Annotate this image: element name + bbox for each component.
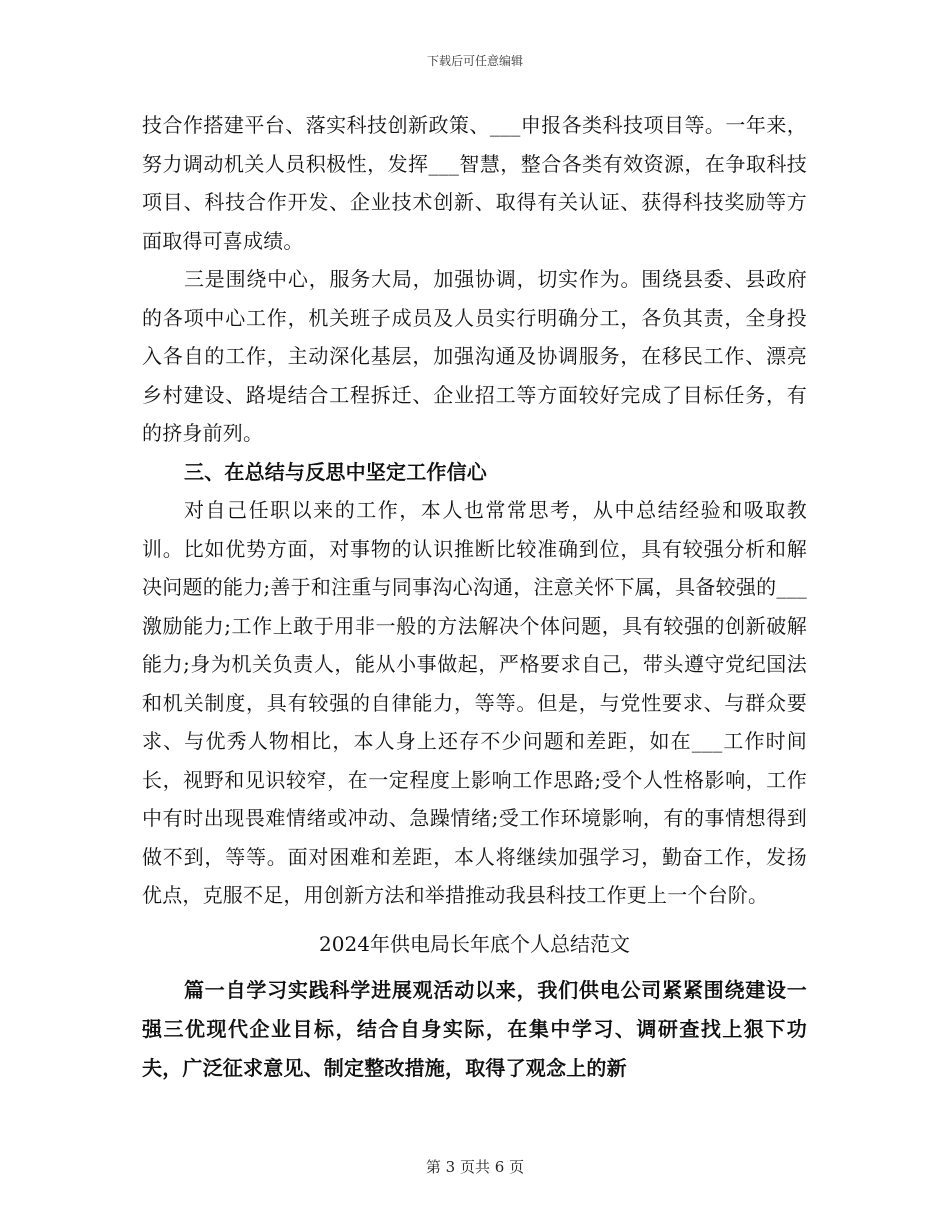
page-number-label: 第 3 页共 6 页: [425, 1158, 525, 1176]
paragraph-reflection: 对自己任职以来的工作，本人也常常思考，从中总结经验和吸取教训。比如优势方面，对事物的认识推断比较准确到位，具有较强分析和解决问题的能力;善于和注重与同事沟心沟通，注意关怀下属，具备较强的___激励能力;工作上敢于用非一般的方法解决个体问题，具有较强的创新破解能力;身为机关负责人，能从小事做起，严格要求自己，带头遵守党纪国法和机关制度，具有较强的自律能力，等等。但是，与党性要求、与群众要求、与优秀人物相比，本人身上还存不少问题和差距，如在___工作时间长，视野和见识较窄，在一定程度上影响工作思路;受个人性格影响，工作中有时出现畏难情绪或冲动、急躁情绪;受工作环境影响，有的事情想得到做不到，等等。面对困难和差距，本人将继续加强学习，勤奋工作，发扬优点，克服不足，用创新方法和举措推动我县科技工作更上一个台阶。: [142, 498, 807, 907]
section-heading-three: 三、在总结与反思中坚定工作信心: [184, 459, 487, 484]
paragraph-article-intro: 篇一自学习实践科学进展观活动以来，我们供电公司紧紧围绕建设一强三优现代企业目标，结合自身实际，在集中学习、调研查找上狠下功夫，广泛征求意见、制定整改措施，取得了观念上的新: [142, 977, 807, 1080]
document-body: [142, 106, 807, 1088]
page-header: [0, 53, 950, 69]
header-note: 下载后可任意编辑: [426, 54, 523, 68]
paragraph-point-three: 三是围绕中心，服务大局，加强协调，切实作为。围绕县委、县政府的各项中心工作，机关班子成员及人员实行明确分工，各负其责，全身投入各自的工作，主动深化基层，加强沟通及协调服务，在移民工作、漂亮乡村建设、路堤结合工程拆迁、企业招工等方面较好完成了目标任务，有的挤身前列。: [142, 267, 807, 445]
page-footer: [0, 1157, 950, 1177]
article-title: 2024年供电局长年底个人总结范文: [319, 931, 630, 956]
paragraph-continuation: 技合作搭建平台、落实科技创新政策、___申报各类科技项目等。一年来，努力调动机关人员积极性，发挥___智慧，整合各类有效资源，在争取科技项目、科技合作开发、企业技术创新、取得有关认证、获得科技奖励等方面取得可喜成绩。: [142, 113, 807, 253]
